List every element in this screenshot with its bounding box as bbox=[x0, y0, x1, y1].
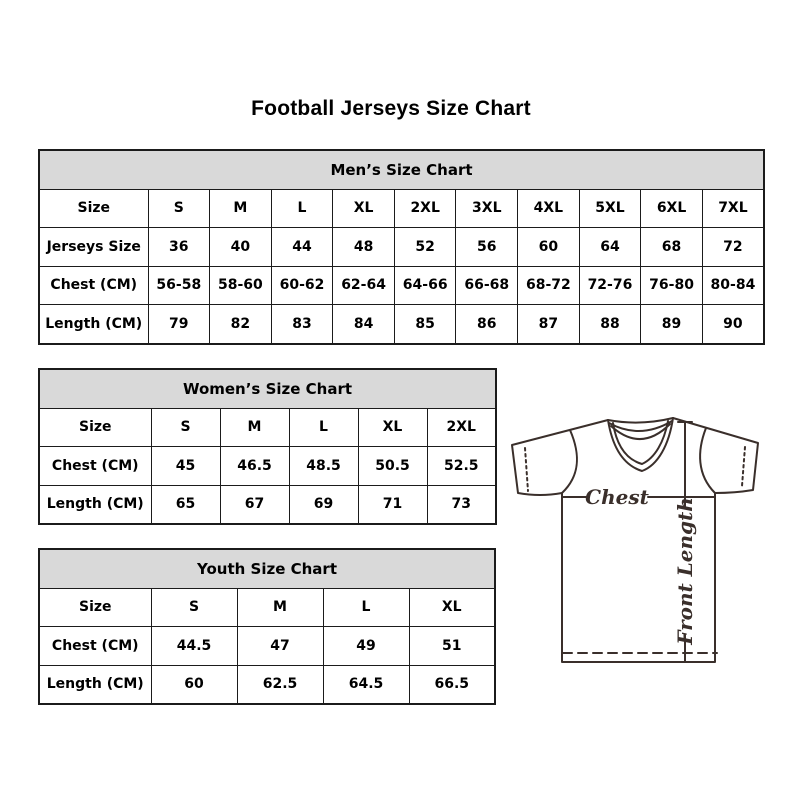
size-value-cell: 56-58 bbox=[148, 266, 210, 305]
size-value-cell: 45 bbox=[151, 447, 220, 486]
size-value-cell: 68-72 bbox=[518, 266, 580, 305]
right-armhole-seam bbox=[700, 428, 715, 493]
size-value-cell: L bbox=[271, 189, 333, 228]
row-label-cell: Length (CM) bbox=[39, 485, 151, 524]
size-value-cell: 64 bbox=[579, 228, 641, 267]
size-value-cell: M bbox=[210, 189, 272, 228]
size-value-cell: 44.5 bbox=[151, 627, 237, 666]
size-value-cell: 73 bbox=[427, 485, 496, 524]
jersey-outline bbox=[512, 418, 758, 662]
size-value-cell: 6XL bbox=[641, 189, 703, 228]
size-value-cell: 72 bbox=[702, 228, 764, 267]
table-title: Women’s Size Chart bbox=[39, 369, 496, 408]
size-value-cell: 64-66 bbox=[394, 266, 456, 305]
size-value-cell: 79 bbox=[148, 305, 210, 344]
size-value-cell: 62.5 bbox=[237, 665, 323, 704]
table-row bbox=[39, 408, 496, 447]
size-value-cell: 90 bbox=[702, 305, 764, 344]
table-row bbox=[39, 665, 495, 704]
size-value-cell: 65 bbox=[151, 485, 220, 524]
table-row bbox=[39, 588, 495, 627]
table-row bbox=[39, 485, 496, 524]
size-value-cell: 60 bbox=[518, 228, 580, 267]
row-label-cell: Size bbox=[39, 408, 151, 447]
womens-size-table bbox=[38, 368, 497, 525]
size-value-cell: 36 bbox=[148, 228, 210, 267]
size-value-cell: 72-76 bbox=[579, 266, 641, 305]
size-value-cell: 76-80 bbox=[641, 266, 703, 305]
size-value-cell: 86 bbox=[456, 305, 518, 344]
size-value-cell: 47 bbox=[237, 627, 323, 666]
size-value-cell: 56 bbox=[456, 228, 518, 267]
left-armhole-seam bbox=[562, 430, 577, 493]
size-value-cell: S bbox=[151, 408, 220, 447]
table-title: Youth Size Chart bbox=[39, 549, 495, 588]
size-value-cell: 64.5 bbox=[323, 665, 409, 704]
womens-size-chart-section bbox=[38, 368, 497, 525]
row-label-cell: Length (CM) bbox=[39, 305, 148, 344]
table-row bbox=[39, 228, 764, 267]
size-value-cell: 50.5 bbox=[358, 447, 427, 486]
front-length-label: Front Length bbox=[673, 497, 697, 645]
size-value-cell: 48 bbox=[333, 228, 395, 267]
row-label-cell: Size bbox=[39, 189, 148, 228]
size-value-cell: 2XL bbox=[427, 408, 496, 447]
table-row bbox=[39, 627, 495, 666]
row-label-cell: Size bbox=[39, 588, 151, 627]
size-value-cell: 7XL bbox=[702, 189, 764, 228]
size-value-cell: 49 bbox=[323, 627, 409, 666]
jersey-measurement-diagram bbox=[500, 395, 780, 695]
youth-size-table bbox=[38, 548, 496, 705]
size-value-cell: 85 bbox=[394, 305, 456, 344]
size-value-cell: 66-68 bbox=[456, 266, 518, 305]
mens-size-table bbox=[38, 149, 765, 345]
row-label-cell: Chest (CM) bbox=[39, 447, 151, 486]
size-value-cell: 87 bbox=[518, 305, 580, 344]
table-row bbox=[39, 447, 496, 486]
size-value-cell: 51 bbox=[409, 627, 495, 666]
row-label-cell: Length (CM) bbox=[39, 665, 151, 704]
size-value-cell: 88 bbox=[579, 305, 641, 344]
size-value-cell: S bbox=[151, 588, 237, 627]
row-label-cell: Chest (CM) bbox=[39, 627, 151, 666]
size-value-cell: S bbox=[148, 189, 210, 228]
size-value-cell: M bbox=[220, 408, 289, 447]
size-value-cell: L bbox=[323, 588, 409, 627]
chest-label: Chest bbox=[585, 485, 649, 509]
size-value-cell: 71 bbox=[358, 485, 427, 524]
size-value-cell: 60 bbox=[151, 665, 237, 704]
size-value-cell: M bbox=[237, 588, 323, 627]
table-row bbox=[39, 305, 764, 344]
jersey-diagram-svg bbox=[500, 395, 780, 695]
size-value-cell: 2XL bbox=[394, 189, 456, 228]
size-value-cell: 89 bbox=[641, 305, 703, 344]
size-value-cell: 46.5 bbox=[220, 447, 289, 486]
size-value-cell: 52.5 bbox=[427, 447, 496, 486]
size-value-cell: 68 bbox=[641, 228, 703, 267]
size-value-cell: 80-84 bbox=[702, 266, 764, 305]
size-value-cell: 83 bbox=[271, 305, 333, 344]
collar-top-edge bbox=[608, 418, 673, 423]
size-value-cell: L bbox=[289, 408, 358, 447]
size-value-cell: 82 bbox=[210, 305, 272, 344]
size-value-cell: 4XL bbox=[518, 189, 580, 228]
left-cuff-stitch-line bbox=[525, 448, 528, 491]
row-label-cell: Chest (CM) bbox=[39, 266, 148, 305]
size-value-cell: 60-62 bbox=[271, 266, 333, 305]
size-value-cell: XL bbox=[409, 588, 495, 627]
size-value-cell: 44 bbox=[271, 228, 333, 267]
size-value-cell: 5XL bbox=[579, 189, 641, 228]
page-title: Football Jerseys Size Chart bbox=[251, 97, 531, 120]
size-value-cell: XL bbox=[358, 408, 427, 447]
size-value-cell: 62-64 bbox=[333, 266, 395, 305]
size-value-cell: 84 bbox=[333, 305, 395, 344]
size-value-cell: 58-60 bbox=[210, 266, 272, 305]
size-value-cell: 67 bbox=[220, 485, 289, 524]
size-value-cell: 48.5 bbox=[289, 447, 358, 486]
table-title: Men’s Size Chart bbox=[39, 150, 764, 189]
table-row bbox=[39, 189, 764, 228]
youth-size-chart-section bbox=[38, 548, 496, 705]
size-value-cell: 66.5 bbox=[409, 665, 495, 704]
size-value-cell: 69 bbox=[289, 485, 358, 524]
size-value-cell: XL bbox=[333, 189, 395, 228]
table-row bbox=[39, 266, 764, 305]
size-value-cell: 40 bbox=[210, 228, 272, 267]
size-value-cell: 3XL bbox=[456, 189, 518, 228]
size-value-cell: 52 bbox=[394, 228, 456, 267]
mens-size-chart-section bbox=[38, 149, 765, 345]
row-label-cell: Jerseys Size bbox=[39, 228, 148, 267]
right-cuff-stitch-line bbox=[742, 447, 745, 486]
